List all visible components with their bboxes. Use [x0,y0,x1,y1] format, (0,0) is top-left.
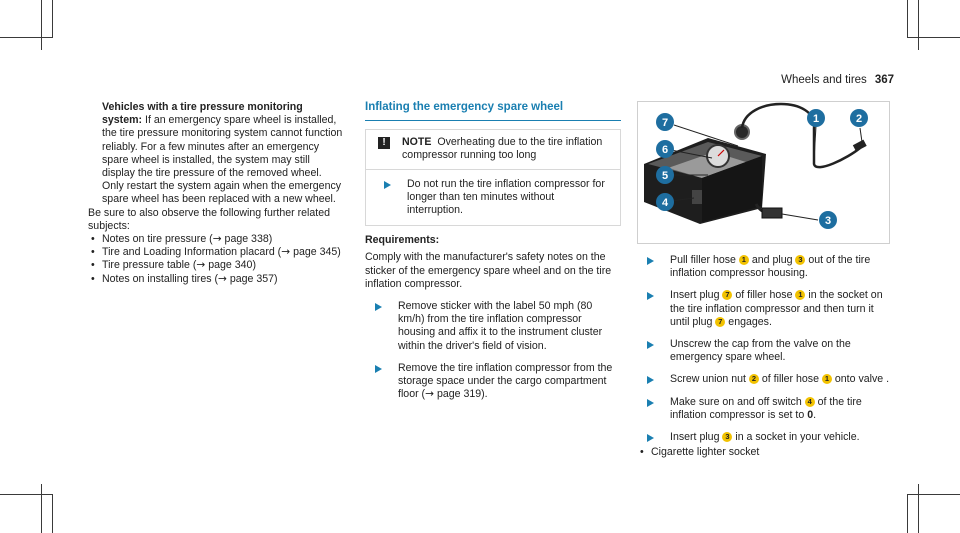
callout-6 [656,140,674,158]
section-title: Wheels and tires [781,74,867,86]
requirements-title: Requirements: [365,234,440,247]
step-unscrew-cap: Unscrew the cap from the valve on the emergency spare wheel. [637,338,890,364]
step-arrow-icon [647,399,654,407]
crop-mark [918,0,919,50]
callout-2 [850,109,868,127]
crop-mark [908,37,960,38]
svg-text:5: 5 [661,170,669,182]
step-insert-socket: Insert plug 3 in a socket in your vehicle. [637,431,890,444]
svg-text:3: 3 [824,215,832,227]
note-box [365,129,621,226]
step-check-switch: Make sure on and off switch 4 of the tire inflation compressor is set to 0. [637,396,890,422]
step-arrow-icon [375,303,382,311]
step-arrow-icon [647,257,654,265]
crop-mark [907,0,908,38]
crop-mark [52,0,53,38]
column-left [88,101,343,286]
callout-5 [656,166,674,184]
step-pull-hose: Pull filler hose 1 and plug 3 out of the tire inflation compressor housing. [637,254,890,280]
step-remove-compressor: Remove the tire inflation compressor from the storage space under the cargo compartment floor (→ page 319). [365,362,621,402]
crop-mark [907,494,908,533]
tpms-text: If an emergency spare wheel is installed, the tire pressure monitoring system cannot function reliably. For a few minutes after an emergency spare wheel is installed, the system may still display the tire pressure of the removed wheel. Only restart the system again when the emergency spare wheel has been replaced with a new wheel. [102,114,343,206]
socket-options [637,446,890,459]
callout-1 [807,109,825,127]
callout-3 [819,211,837,229]
compressor-illustration [638,102,889,241]
related-link[interactable]: • Notes on installing tires (→ page 357) [88,273,343,286]
callout-7 [656,113,674,131]
section-heading: Inflating the emergency spare wheel [365,101,621,121]
note-text: NOTE Overheating due to the tire inflation compressor running too long [402,136,603,162]
related-links [88,233,343,286]
step-remove-sticker: Remove sticker with the label 50 mph (80 km/h) from the tire inflation compressor housing and affix it to the instrument cluster within the driver's field of vision. [365,300,621,353]
page-number: 367 [874,74,894,86]
svg-text:1: 1 [812,113,820,125]
page-header [781,74,894,86]
crop-mark [0,494,52,495]
tpms-heading: Vehicles with a tire pressure monitoring system: [102,101,303,127]
warning-icon: ! [378,137,390,149]
related-link[interactable]: • Tire and Loading Information placard (→ page 345) [88,246,343,259]
step-arrow-icon [647,434,654,442]
socket-option: • Cigarette lighter socket [637,446,890,459]
related-link[interactable]: • Tire pressure table (→ page 340) [88,259,343,272]
step-insert-plug: Insert plug 7 of filler hose 1 in the socket on the tire inflation compressor and then turn it until plug 7 engages. [637,289,890,329]
requirements-text: Comply with the manufacturer's safety notes on the sticker of the emergency spare wheel and on the tire inflation compressor. [365,251,612,290]
step-arrow-icon [647,376,654,384]
step-arrow-icon [647,341,654,349]
crop-mark [41,0,42,50]
page-link[interactable]: page 319 [436,388,482,401]
column-middle [365,101,621,410]
crop-mark [41,484,42,533]
callout-4 [656,193,674,211]
crop-mark [0,37,52,38]
svg-text:7: 7 [661,117,669,129]
step-arrow-icon [375,365,382,373]
svg-text:6: 6 [661,144,669,156]
related-link[interactable]: • Notes on tire pressure (→ page 338) [88,233,343,246]
crop-mark [918,484,919,533]
tpms-paragraph [88,101,343,207]
step-arrow-icon [647,292,654,300]
step-arrow-icon [384,181,391,189]
compressor-figure [637,101,890,244]
related-intro: Be sure to also observe the following further related subjects: [88,206,331,232]
column-right [637,101,890,459]
svg-text:2: 2 [855,113,863,125]
step-screw-nut: Screw union nut 2 of filler hose 1 onto valve . [637,373,890,386]
crop-mark [52,494,53,533]
crop-mark [908,494,960,495]
note-step: Do not run the tire inflation compressor for longer than ten minutes without interruption. [374,178,612,218]
svg-text:4: 4 [661,197,669,209]
